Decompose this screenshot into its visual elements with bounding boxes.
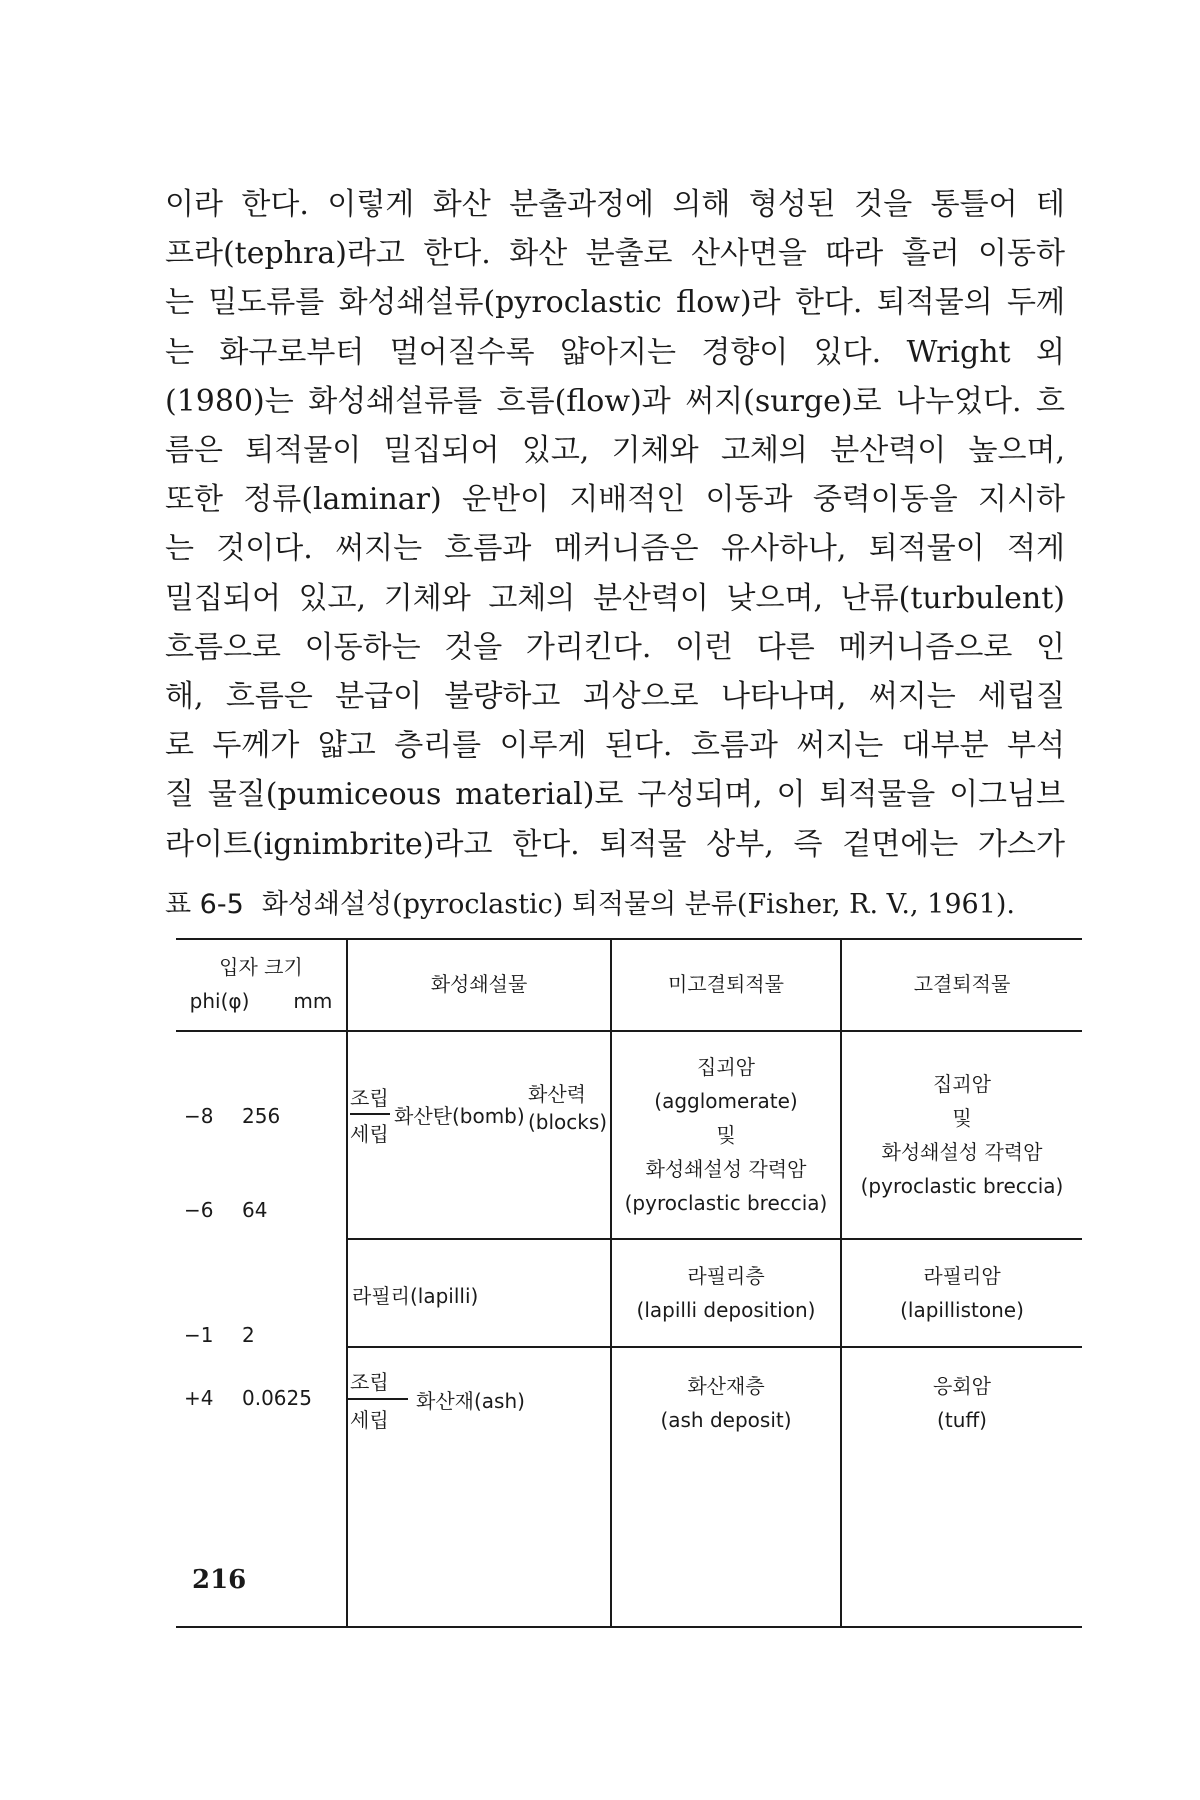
body-line: 밀집되어 있고, 기체와 고체의 분산력이 낮으며, 난류(turbulent) (165, 580, 1065, 616)
row1-blocks-ko: 화산력 (528, 1082, 586, 1106)
row3-consolidated-line: 응회암 (933, 1374, 991, 1398)
page-number: 216 (192, 1565, 247, 1595)
header-mm: mm (293, 989, 333, 1013)
row2-consolidated-line: (lapillistone) (900, 1298, 1024, 1322)
body-line: 프라(tephra)라고 한다. 화산 분출로 산사면을 따라 흘러 이동하 (165, 236, 1065, 272)
header-consolidated-label: 고결퇴적물 (913, 972, 1011, 996)
scale-mm: 64 (242, 1198, 268, 1222)
classification-table (176, 938, 1082, 1628)
row1-consolidated-line: (pyroclastic breccia) (860, 1174, 1064, 1198)
scale-mm: 2 (242, 1323, 255, 1347)
row3-fine: 세립 (350, 1408, 389, 1432)
header-unconsolidated (612, 938, 840, 1030)
row3-consolidated-line: (tuff) (937, 1408, 987, 1432)
body-line: 이라 한다. 이렇게 화산 분출과정에 의해 형성된 것을 통틀어 테 (165, 187, 1065, 222)
body-paragraph (165, 180, 1065, 869)
body-line: 질 물질(pumiceous material)로 구성되며, 이 퇴적물을 이그님브 (165, 777, 1065, 813)
table-bottom-rule (176, 1626, 1082, 1628)
coarse-fine-divider (350, 1113, 390, 1115)
row3-consolidated (842, 1348, 1082, 1458)
header-unconsolidated-label: 미고결퇴적물 (668, 972, 784, 996)
body-line: 또한 정류(laminar) 운반이 지배적인 이동과 중력이동을 지시하 (165, 482, 1065, 518)
row3-unconsolidated-line: (ash deposit) (660, 1408, 792, 1432)
body-line: 흐름으로 이동하는 것을 가리킨다. 이런 다른 메커니즘으로 인 (165, 629, 1065, 665)
header-pyroclast-label: 화성쇄설물 (430, 972, 528, 996)
coarse-fine-divider (348, 1398, 408, 1400)
scale-mm: 0.0625 (242, 1386, 312, 1410)
body-line: (1980)는 화성쇄설류를 흐름(flow)과 써지(surge)로 나누었다. 흐 (165, 383, 1065, 419)
header-pyroclast (348, 938, 610, 1030)
row2-unconsolidated (612, 1240, 840, 1346)
row3-ash: 화산재(ash) (416, 1389, 525, 1413)
body-line: 는 화구로부터 멀어질수록 얇아지는 경향이 있다. Wright 외 (165, 334, 1065, 370)
row2-unconsolidated-line: 라필리층 (687, 1264, 765, 1288)
row1-blocks-en: (blocks) (528, 1110, 608, 1134)
header-consolidated (842, 938, 1082, 1030)
body-line: 로 두께가 얇고 층리를 이루게 된다. 흐름과 써지는 대부분 부석 (165, 728, 1065, 764)
row1-consolidated (842, 1032, 1082, 1238)
table-col-rule (346, 938, 348, 1628)
row2-consolidated-line: 라필리암 (923, 1264, 1001, 1288)
scale-phi: −1 (184, 1323, 214, 1347)
row3-unconsolidated-line: 화산재층 (687, 1374, 765, 1398)
row1-unconsolidated (612, 1032, 840, 1238)
row1-fine: 세립 (350, 1122, 389, 1146)
body-line: 는 밀도류를 화성쇄설류(pyroclastic flow)라 한다. 퇴적물의 두께 (165, 285, 1065, 321)
scale-phi: −8 (184, 1104, 214, 1128)
row3-coarse: 조립 (350, 1370, 389, 1394)
row1-coarse: 조립 (350, 1086, 389, 1110)
body-line: 름은 퇴적물이 밀집되어 있고, 기체와 고체의 분산력이 높으며, (165, 433, 1065, 469)
table-caption-number: 표 6-5 (165, 889, 244, 920)
row2-unconsolidated-line: (lapilli deposition) (636, 1298, 816, 1322)
scale-phi: +4 (184, 1386, 214, 1410)
row3-unconsolidated (612, 1348, 840, 1458)
row1-bomb: 화산탄(bomb) (394, 1104, 525, 1128)
body-line: 라이트(ignimbrite)라고 한다. 퇴적물 상부, 즉 겉면에는 가스가 (165, 826, 1065, 862)
row1-consolidated-line: 및 (952, 1106, 972, 1130)
table-caption-text: 화성쇄설성(pyroclastic) 퇴적물의 분류(Fisher, R. V., 1961). (261, 889, 1015, 920)
row2-consolidated (842, 1240, 1082, 1346)
row1-unconsolidated-line: 화성쇄설성 각력암 (645, 1157, 807, 1181)
body-line: 는 것이다. 써지는 흐름과 메커니즘은 유사하나, 퇴적물이 적게 (165, 531, 1065, 567)
row1-unconsolidated-line: (pyroclastic breccia) (624, 1191, 828, 1215)
header-grain-size (176, 938, 346, 1030)
row1-unconsolidated-line: 및 (716, 1123, 736, 1147)
scale-mm: 256 (242, 1104, 281, 1128)
header-grain-size-label: 입자 크기 (219, 955, 303, 979)
row2-lapilli: 라필리(lapilli) (352, 1284, 479, 1308)
row1-consolidated-line: 집괴암 (933, 1072, 991, 1096)
row1-consolidated-line: 화성쇄설성 각력암 (881, 1140, 1043, 1164)
body-line: 해, 흐름은 분급이 불량하고 괴상으로 나타나며, 써지는 세립질 (165, 679, 1065, 715)
row1-unconsolidated-line: 집괴암 (697, 1055, 755, 1079)
table-caption (165, 882, 1065, 921)
scale-phi: −6 (184, 1198, 214, 1222)
header-phi: phi(φ) (189, 989, 250, 1013)
row1-unconsolidated-line: (agglomerate) (654, 1089, 798, 1113)
